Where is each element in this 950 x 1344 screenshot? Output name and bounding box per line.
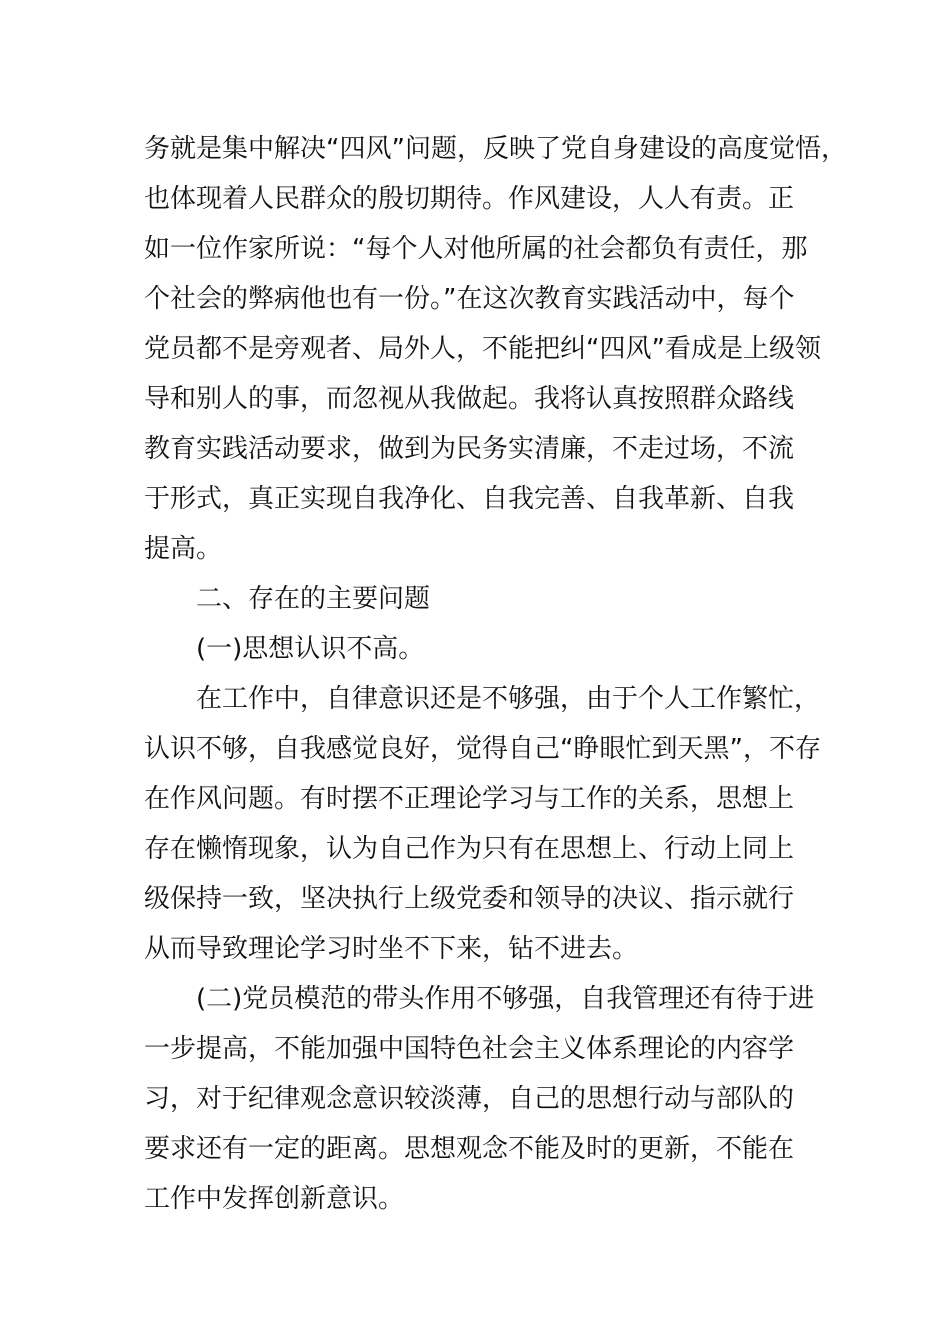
text-line: 工作中发挥创新意识。 — [144, 1184, 405, 1214]
text-line: 务就是集中解决“四风”问题，反映了党自身建设的高度觉悟， — [144, 134, 847, 164]
text-line: 一步提高，不能加强中国特色社会主义体系理论的内容学 — [144, 1034, 795, 1064]
text-line: 存在懒惰现象，认为自己作为只有在思想上、行动上同上 — [144, 834, 795, 864]
subsection-paragraph: (二)党员模范的带头作用不够强，自我管理还有待于进 — [196, 984, 815, 1014]
text-line: 于形式，真正实现自我净化、自我完善、自我革新、自我 — [144, 484, 795, 514]
text-line: 习，对于纪律观念意识较淡薄，自己的思想行动与部队的 — [144, 1084, 795, 1114]
text-line: 从而导致理论学习时坐不下来，钻不进去。 — [144, 934, 639, 964]
text-line: 提高。 — [144, 534, 223, 564]
text-line: 在工作中，自律意识还是不够强，由于个人工作繁忙， — [196, 684, 821, 714]
text-line: 个社会的弊病他也有一份。”在这次教育实践活动中，每个 — [144, 284, 795, 314]
subsection-heading: (一)思想认识不高。 — [196, 634, 425, 664]
text-line: 教育实践活动要求，做到为民务实清廉，不走过场，不流 — [144, 434, 795, 464]
text-line: 在作风问题。有时摆不正理论学习与工作的关系，思想上 — [144, 784, 795, 814]
section-heading: 二、存在的主要问题 — [196, 584, 431, 614]
text-line: 党员都不是旁观者、局外人，不能把纠“四风”看成是上级领 — [144, 334, 821, 364]
document-body — [144, 124, 847, 1224]
text-line: 导和别人的事，而忽视从我做起。我将认真按照群众路线 — [144, 384, 795, 414]
text-line: 认识不够，自我感觉良好，觉得自己“睁眼忙到天黑”，不存 — [144, 734, 821, 764]
text-line: 如一位作家所说：“每个人对他所属的社会都负有责任，那 — [144, 234, 808, 264]
text-line: 也体现着人民群众的殷切期待。作风建设，人人有责。正 — [144, 184, 795, 214]
text-line: 要求还有一定的距离。思想观念不能及时的更新，不能在 — [144, 1134, 795, 1164]
text-line: 级保持一致，坚决执行上级党委和领导的决议、指示就行 — [144, 884, 795, 914]
